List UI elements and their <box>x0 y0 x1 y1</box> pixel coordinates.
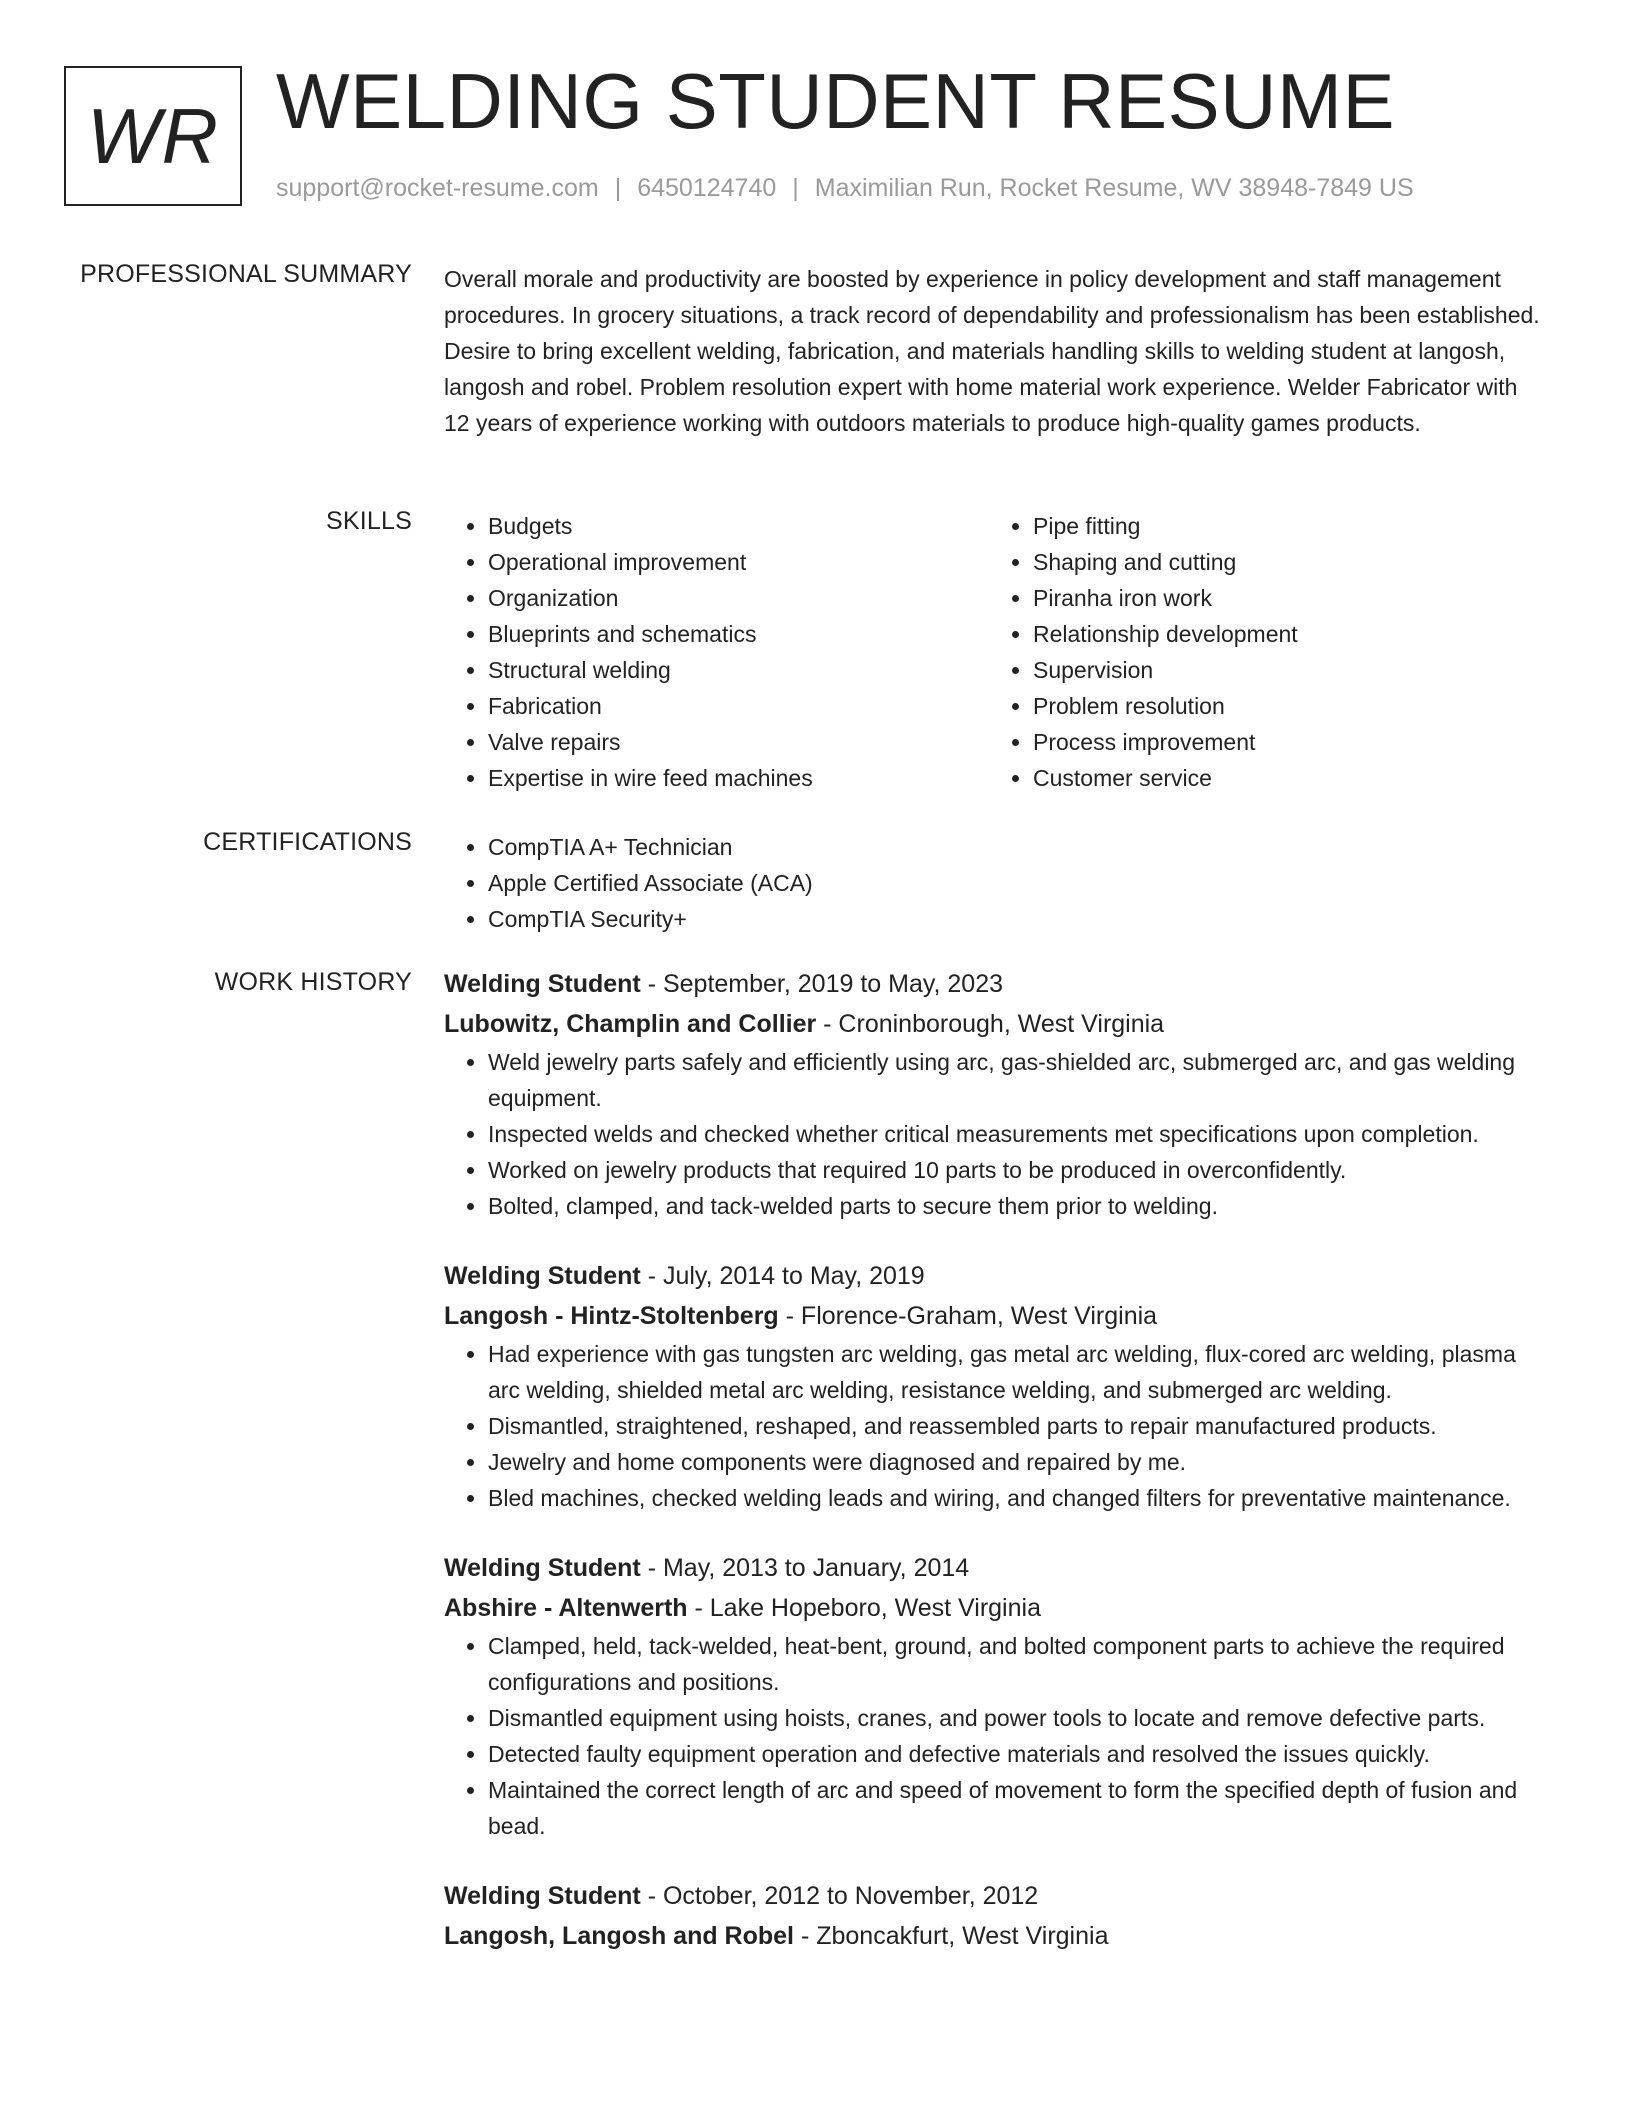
summary-text: Overall morale and productivity are boosted by experience in policy development and staff management procedures. In grocery situations, a track record of dependability and professionalism has been established. Desire to bring excellent welding, fabrication, and materials handling skills to welding student at langosh, langosh and robel. Problem resolution expert with home material work experience. Welder Fabricator with 12 years of experience working with outdoors materials to produce high-quality games products. <box>444 266 1540 436</box>
skills-column-left <box>444 508 989 796</box>
job-entry <box>444 964 1544 1224</box>
job-title-line <box>444 964 1544 1004</box>
skill-item: • Relationship development <box>1033 616 1534 652</box>
job-duties-list <box>444 1628 1544 1844</box>
skill-item: • Process improvement <box>1033 724 1534 760</box>
skill-item: • Piranha iron work <box>1033 580 1534 616</box>
certification-item: • Apple Certified Associate (ACA) <box>488 865 1544 901</box>
job-duty-item: • Detected faulty equipment operation and defective materials and resolved the issues quickly. <box>488 1736 1544 1772</box>
job-company: Lubowitz, Champlin and Collier <box>444 1010 817 1038</box>
skill-item: • Supervision <box>1033 652 1534 688</box>
skill-item: • Problem resolution <box>1033 688 1534 724</box>
monogram-initials: WR <box>87 91 219 180</box>
job-title-line <box>444 1548 1544 1588</box>
skills-list-left <box>444 508 989 796</box>
skills-body <box>444 508 1544 796</box>
job-duty-item: • Clamped, held, tack-welded, heat-bent, ground, and bolted component parts to achieve the required configurations and positions. <box>488 1628 1544 1700</box>
job-entry <box>444 1256 1544 1516</box>
contact-email: support@rocket-resume.com <box>276 174 599 202</box>
skill-item: • Structural welding <box>488 652 989 688</box>
skill-item: • Pipe fitting <box>1033 508 1534 544</box>
contact-separator: | <box>792 174 799 202</box>
skills-column-right <box>989 508 1534 796</box>
job-title-line <box>444 1256 1544 1296</box>
job-duty-item: • Jewelry and home components were diagnosed and repaired by me. <box>488 1444 1544 1480</box>
job-title: Welding Student <box>444 970 641 998</box>
certifications-list <box>444 829 1544 937</box>
job-company: Langosh, Langosh and Robel <box>444 1922 794 1950</box>
job-dates: - May, 2013 to January, 2014 <box>640 1554 970 1582</box>
skill-item: • Organization <box>488 580 989 616</box>
job-dates: - September, 2019 to May, 2023 <box>640 970 1004 998</box>
job-company-line <box>444 1916 1544 1956</box>
resume-title: WELDING STUDENT RESUME <box>276 57 1395 145</box>
skill-item: • Expertise in wire feed machines <box>488 760 989 796</box>
skills-heading: SKILLS <box>326 507 412 535</box>
job-duty-item: • Inspected welds and checked whether critical measurements met specifications upon completion. <box>488 1116 1544 1152</box>
work-history-body <box>444 964 1544 1988</box>
skill-item: • Shaping and cutting <box>1033 544 1534 580</box>
job-company-line <box>444 1296 1544 1336</box>
job-duties-list <box>444 1336 1544 1516</box>
job-location: - Croninborough, West Virginia <box>816 1010 1165 1038</box>
job-company: Abshire - Altenwerth <box>444 1594 688 1622</box>
job-duty-item: • Dismantled equipment using hoists, cranes, and power tools to locate and remove defective parts. <box>488 1700 1544 1736</box>
job-duty-item: • Worked on jewelry products that required 10 parts to be produced in overconfidently. <box>488 1152 1544 1188</box>
job-duty-item: • Bolted, clamped, and tack-welded parts to secure them prior to welding. <box>488 1188 1544 1224</box>
job-title: Welding Student <box>444 1554 641 1582</box>
job-title-line <box>444 1876 1544 1916</box>
certification-item: • CompTIA Security+ <box>488 901 1544 937</box>
job-company-line <box>444 1588 1544 1628</box>
skill-item: • Operational improvement <box>488 544 989 580</box>
certifications-heading: CERTIFICATIONS <box>203 828 412 856</box>
skill-item: • Budgets <box>488 508 989 544</box>
skills-list-right <box>989 508 1534 796</box>
job-dates: - July, 2014 to May, 2019 <box>640 1262 925 1290</box>
job-entry <box>444 1876 1544 1956</box>
job-location: - Florence-Graham, West Virginia <box>778 1302 1158 1330</box>
job-duty-item: • Weld jewelry parts safely and efficiently using arc, gas-shielded arc, submerged arc, and gas welding equipment. <box>488 1044 1544 1116</box>
contact-separator: | <box>614 174 622 202</box>
job-duty-item: • Dismantled, straightened, reshaped, and reassembled parts to repair manufactured products. <box>488 1408 1544 1444</box>
skills-columns <box>444 508 1544 796</box>
skill-item: • Blueprints and schematics <box>488 616 989 652</box>
skill-item: • Customer service <box>1033 760 1534 796</box>
job-location: - Zboncakfurt, West Virginia <box>794 1922 1109 1950</box>
certifications-body <box>444 829 1544 937</box>
work-history-heading: WORK HISTORY <box>214 968 412 996</box>
job-duty-item: • Bled machines, checked welding leads and wiring, and changed filters for preventative maintenance. <box>488 1480 1544 1516</box>
job-duty-item: • Had experience with gas tungsten arc welding, gas metal arc welding, flux-cored arc welding, plasma arc welding, shielded metal arc welding, resistance welding, and submerged arc welding. <box>488 1336 1544 1408</box>
certification-item: • CompTIA A+ Technician <box>488 829 1544 865</box>
job-title: Welding Student <box>444 1882 641 1910</box>
contact-line <box>276 174 1414 203</box>
summary-body <box>444 261 1544 441</box>
job-duty-item: • Maintained the correct length of arc and speed of movement to form the specified depth of fusion and bead. <box>488 1772 1544 1844</box>
skill-item: • Fabrication <box>488 688 989 724</box>
job-company-line <box>444 1004 1544 1044</box>
job-entry <box>444 1548 1544 1844</box>
job-location: - Lake Hopeboro, West Virginia <box>687 1594 1041 1622</box>
monogram-box <box>64 66 242 206</box>
job-dates: - October, 2012 to November, 2012 <box>640 1882 1039 1910</box>
skill-item: • Valve repairs <box>488 724 989 760</box>
job-duties-list <box>444 1044 1544 1224</box>
contact-address: Maximilian Run, Rocket Resume, WV 38948-7849 US <box>814 174 1414 202</box>
job-company: Langosh - Hintz-Stoltenberg <box>444 1302 779 1330</box>
summary-heading: PROFESSIONAL SUMMARY <box>80 260 412 288</box>
job-title: Welding Student <box>444 1262 641 1290</box>
contact-phone: 6450124740 <box>637 174 777 202</box>
